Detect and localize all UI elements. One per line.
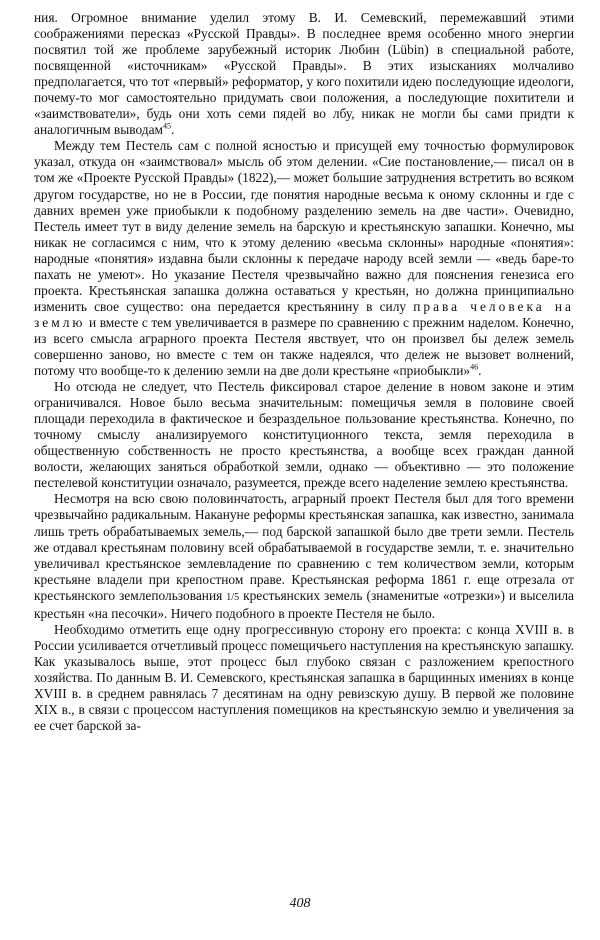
page-number: 408: [289, 896, 311, 911]
footnote-ref-46: 46: [470, 362, 479, 372]
paragraph-1: [34, 10, 574, 138]
spaced-phrase: права человека на землю: [34, 298, 574, 330]
paragraph-4-text-a: Несмотря на всю свою половинчатость, аграрный проект Пестеля был для того времени чрезвычайно радикальным. Накануне реформы крестьянская запашка, как известно, занимала лишь треть обрабатываемых земель,— под барской запашкой было две трети земли. Пестель же отдавал крестьянам половину всей обрабатываемой в государстве земли, т. е. значительно увеличивал крестьянское землевладение по сравнению с тем количеством земли, которым крестьяне владели при крепостном праве. Крестьянская реформа 1861 г. еще отрезала от крестьянского землепользования: [34, 491, 574, 603]
paragraph-2-end: .: [478, 363, 482, 379]
paragraph-2-text-a: Между тем Пестель сам с полной ясностью и присущей ему точностью формулировок указал, откуда он «заимствовал» мысль об этом делении. «Сие постановление,— писал он в том же «Проекте Русской Правды» (1822),— может большие затруднения встретить во всяком другом государстве, но не в России, где понятия народные весьма к оному склонны и где с давних времен уже приобыкли к подобному разделению земель на две части». Очевидно, Пестель имеет тут в виду деление земель на барскую и крестьянскую запашки. Конечно, мы никак не согласимся с ним, что к этому делению «весьма склонны» народные «понятия»: народные «понятия» издавна были склонны к передаче народу всей земли — «ведь баре-то пахать не умеют». Но указание Пестеля чрезвычайно важно для пояснения генезиса его проекта. Крестьянская запашка должна оставаться у крестьян, но должна принципиально изменить свое существо: она передается крестьянину в силу: [34, 138, 574, 314]
paragraph-4-text-b: крестьянских земель (знаменитые «отрезки») и выселила крестьян «на песочки». Ничего подобного в проекте Пестеля не было.: [34, 587, 574, 621]
paragraph-4: [34, 491, 574, 621]
fraction-one-fifth: 1/5: [226, 591, 240, 603]
footnote-ref-45: 45: [163, 121, 172, 131]
paragraph-2-text-b: и вместе с тем увеличивается в размере по сравнению с прежним наделом. Конечно, из всего смысла аграрного проекта Пестеля явствует, что он произвел бы дележ земель совершенно заново, но вместе с тем он также надеялся, что дележ не вызовет волнений, потому что вообще-то к делению земли на две доли крестьяне «приобыкли»: [34, 314, 574, 379]
paragraph-1-text: ния. Огромное внимание уделил этому В. И. Семевский, перемежавший этими соображениями пересказ «Русской Правды». В последнее время особенно много энергии посвятил той же проблеме зарубежный историк Любин (Lübin) в специальной работе, посвященной «источникам» «Русской Правды». В этих изысканиях молчаливо предполагается, что тот «первый» реформатор, у кого похитили идею последующие идеологи, почему-то мог самостоятельно придумать свои положения, а последующие похитители и «заимствователи», будь они хоть семи пядей во лбу, никак не могли бы сами придти к аналогичным выводам: [34, 10, 574, 138]
paragraph-3: Но отсюда не следует, что Пестель фиксировал старое деление в новом законе и этим ограничивался. Новое было весьма значительным: помещичья земля в половине своей площади переходила в фактическое и безраздельное пользование крестьянства. Конечно, по точному смыслу анализируемого конституционного текста, земля переходила в общественную собственность не просто крестьянства, а вообще всех граждан данной волости, желающих заняться обработкой земли, однако — объективно — это положение пестелевой конституции означало, разумеется, прежде всего наделение землею крестьянства.: [34, 379, 574, 491]
paragraph-2: [34, 138, 574, 379]
text-body: [34, 10, 574, 734]
paragraph-1-end: .: [171, 122, 175, 138]
paragraph-5: Необходимо отметить еще одну прогрессивную сторону его проекта: с конца XVIII в. в России усиливается отчетливый процесс помещичьего наступления на крестьянскую запашку. Как указывалось выше, этот процесс был глубоко связан с разложением крепостного хозяйства. По данным В. И. Семевского, крестьянская запашка в барщинных имениях в конце XVIII в. в среднем равнялась 7 десятинам на одну ревизскую душу. В первой же половине XIX в., в связи с процессом наступления помещиков на крестьянскую землю и увеличения за ее счет барской за-: [34, 621, 574, 734]
